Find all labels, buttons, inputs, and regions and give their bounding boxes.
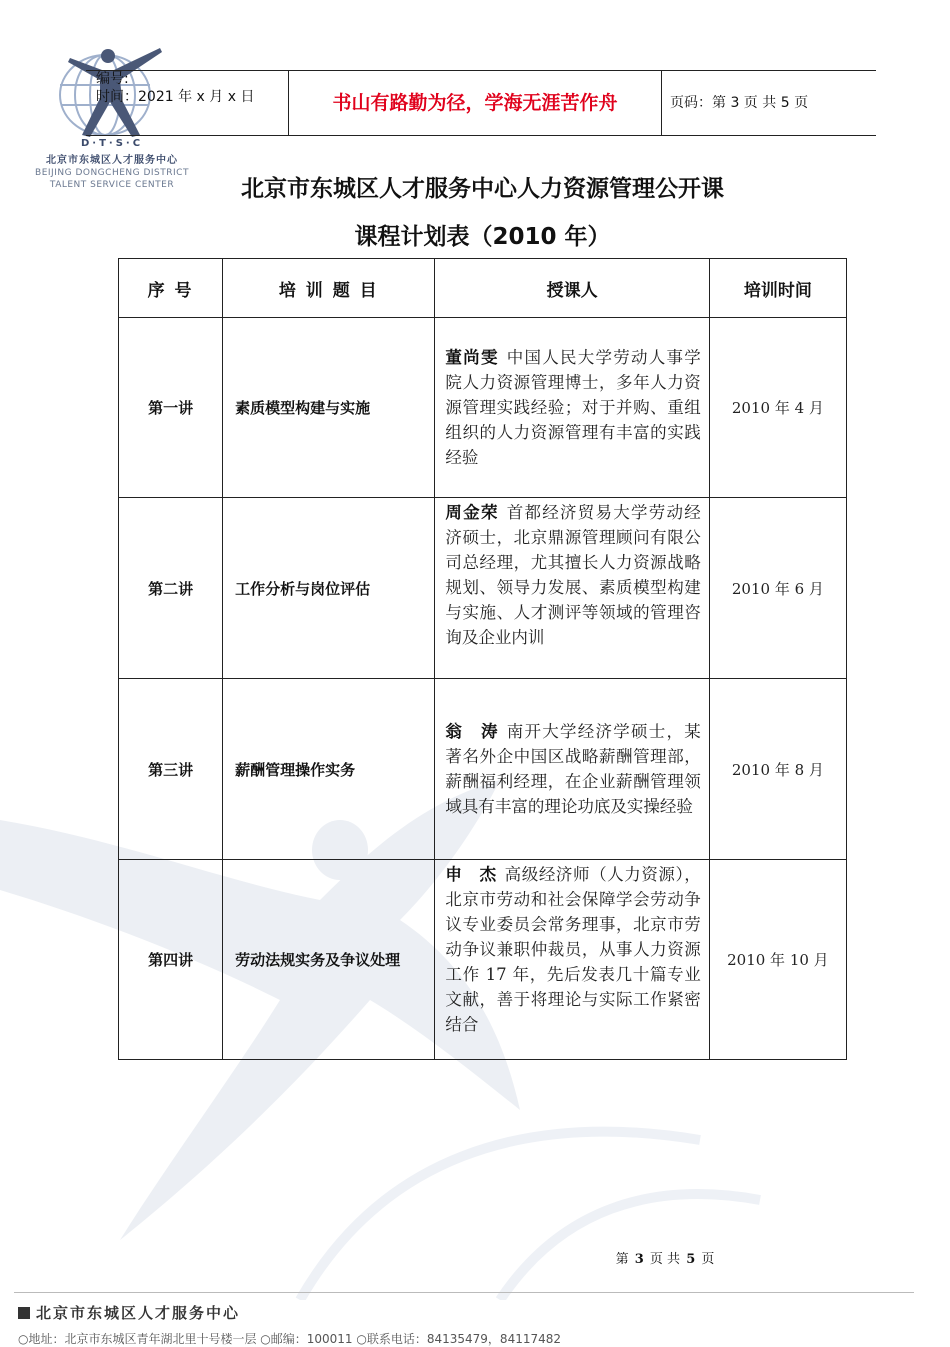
course-schedule-table [118,258,847,1060]
page-number [0,1248,950,1267]
lecturer-bio: 首都经济贸易大学劳动经济硕士，北京鼎源管理顾问有限公司总经理，尤其擅长人力资源战略规划、领导力发展、素质模型构建与实施、人才测评等领域的管理咨询及企业内训 [445,503,701,647]
document-time-label: 时间：2021 年 x 月 x 日 [96,89,255,105]
lecturer-cell [435,860,709,1060]
column-header-time: 培训时间 [709,259,846,318]
table-row [119,860,847,1060]
page-suffix: 页 [701,1252,715,1267]
footer-org-name: 北京市东城区人才服务中心 [36,1304,241,1322]
header-page-label: 页码：第 3 页 共 5 页 [670,95,809,111]
header-divider [288,70,289,136]
header-meta [96,70,254,106]
header-motto: 书山有路勤为径，学海无涯苦作舟 [332,92,618,114]
lecturer-name: 董尚雯 [445,348,499,367]
column-header-topic: 培 训 题 目 [223,259,435,318]
table-row [119,318,847,498]
lecturer-bio: 中国人民大学劳动人事学院人力资源管理博士，多年人力资源管理实践经验；对于并购、重组组织的人力资源管理有丰富的实践经验 [445,348,701,467]
lecturer-bio: 高级经济师（人力资源），北京市劳动和社会保障学会劳动争议专业委员会常务理事，北京市劳动争议兼职仲裁员，从事人力资源工作 17 年，先后发表几十篇专业文献，善于将理论与实际工作紧密结合 [445,865,701,1034]
column-header-lecturer: 授课人 [435,259,709,318]
footer-organization [18,1302,240,1323]
lecturer-name: 翁 涛 [445,722,499,741]
page-mid: 页 共 [649,1252,681,1267]
lecture-time: 2010 年 6 月 [709,498,846,679]
lecture-number: 第四讲 [119,860,223,1060]
lecture-topic: 薪酬管理操作实务 [223,679,435,860]
logo-name-cn: 北京市东城区人才服务中心 [46,155,178,166]
document-number-label: 编号: [96,71,129,87]
logo-name-en-line1: BEIJING DONGCHENG DISTRICT [35,168,189,178]
page-total: 5 [686,1252,696,1267]
lecture-number: 第二讲 [119,498,223,679]
footer-contact: ○地址：北京市东城区青年湖北里十号楼一层 ○邮编：100011 ○联系电话：84135479，84117482 [18,1332,562,1346]
lecture-time: 2010 年 10 月 [709,860,846,1060]
table-row [119,679,847,860]
document-title: 北京市东城区人才服务中心人力资源管理公开课 [241,176,724,202]
lecture-topic: 工作分析与岗位评估 [223,498,435,679]
document-subtitle: 课程计划表（2010 年） [354,224,611,250]
lecture-topic: 素质模型构建与实施 [223,318,435,498]
page-current: 3 [634,1252,644,1267]
lecturer-bio: 南开大学经济学硕士，某著名外企中国区战略薪酬管理部，薪酬福利经理，在企业薪酬管理领域具有丰富的理论功底及实操经验 [445,722,701,816]
lecture-time: 2010 年 8 月 [709,679,846,860]
lecture-number: 第三讲 [119,679,223,860]
lecture-topic: 劳动法规实务及争议处理 [223,860,435,1060]
lecture-time: 2010 年 4 月 [709,318,846,498]
logo-name-en-line2: TALENT SERVICE CENTER [49,180,175,190]
lecturer-cell [435,679,709,860]
table-row [119,498,847,679]
lecture-number: 第一讲 [119,318,223,498]
lecturer-name: 申 杰 [445,865,497,884]
table-header-row [119,259,847,318]
lecturer-name: 周金荣 [445,503,499,522]
lecturer-cell [435,318,709,498]
square-bullet-icon [18,1307,30,1319]
footer-rule [14,1292,914,1293]
header-divider [661,70,662,136]
lecturer-cell [435,498,709,679]
logo-abbreviation: D·T·S·C [80,138,144,149]
page-prefix: 第 [615,1252,629,1267]
column-header-number: 序 号 [119,259,223,318]
